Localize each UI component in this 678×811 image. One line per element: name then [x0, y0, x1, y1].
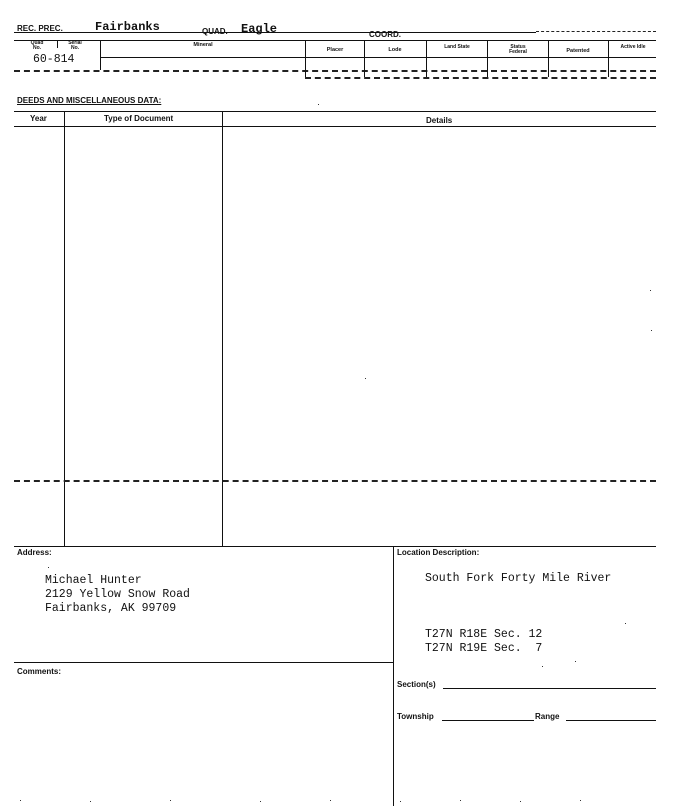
- township-label: Township: [397, 712, 434, 721]
- range-label: Range: [535, 712, 560, 721]
- col-details: Details: [426, 116, 453, 125]
- quad-no-label: Quad No.: [30, 40, 44, 51]
- deeds-title: DEEDS AND MISCELLANEOUS DATA:: [17, 96, 162, 105]
- patented-label: Patented: [566, 48, 590, 54]
- comments-label: Comments:: [17, 667, 62, 676]
- coord-label: COORD.: [369, 30, 401, 39]
- location-description: South Fork Forty Mile River: [425, 572, 612, 585]
- serial-no-label: Serial No.: [68, 40, 82, 51]
- quad-value: Eagle: [241, 22, 278, 36]
- quad-label: QUAD.: [202, 27, 228, 36]
- range-field[interactable]: [566, 720, 656, 721]
- status-federal-label: Status Federal: [509, 44, 527, 55]
- active-idle-label: Active Idle: [620, 44, 646, 50]
- sections-field[interactable]: [443, 688, 656, 689]
- address-label: Address:: [17, 548, 52, 557]
- lode-label: Lode: [388, 47, 402, 53]
- land-state-label: Land State: [444, 44, 470, 50]
- sections-label: Section(s): [397, 680, 436, 689]
- trs-line-1: T27N R18E Sec. 12: [425, 628, 543, 641]
- trs-line-2: T27N R19E Sec. 7: [425, 642, 543, 655]
- rec-prec-value: Fairbanks: [95, 20, 160, 34]
- col-type-of-document: Type of Document: [104, 114, 174, 123]
- address-line-3: Fairbanks, AK 99709: [45, 602, 177, 615]
- address-line-2: 2129 Yellow Snow Road: [45, 588, 190, 601]
- mineral-label: Mineral: [193, 42, 213, 48]
- address-line-1: Michael Hunter: [45, 574, 142, 587]
- placer-label: Placer: [326, 47, 344, 53]
- serial-value: 60-814: [33, 53, 75, 66]
- col-year: Year: [30, 114, 47, 123]
- rec-prec-label: REC. PREC.: [17, 24, 63, 33]
- township-field[interactable]: [442, 720, 534, 721]
- location-description-label: Location Description:: [397, 548, 480, 557]
